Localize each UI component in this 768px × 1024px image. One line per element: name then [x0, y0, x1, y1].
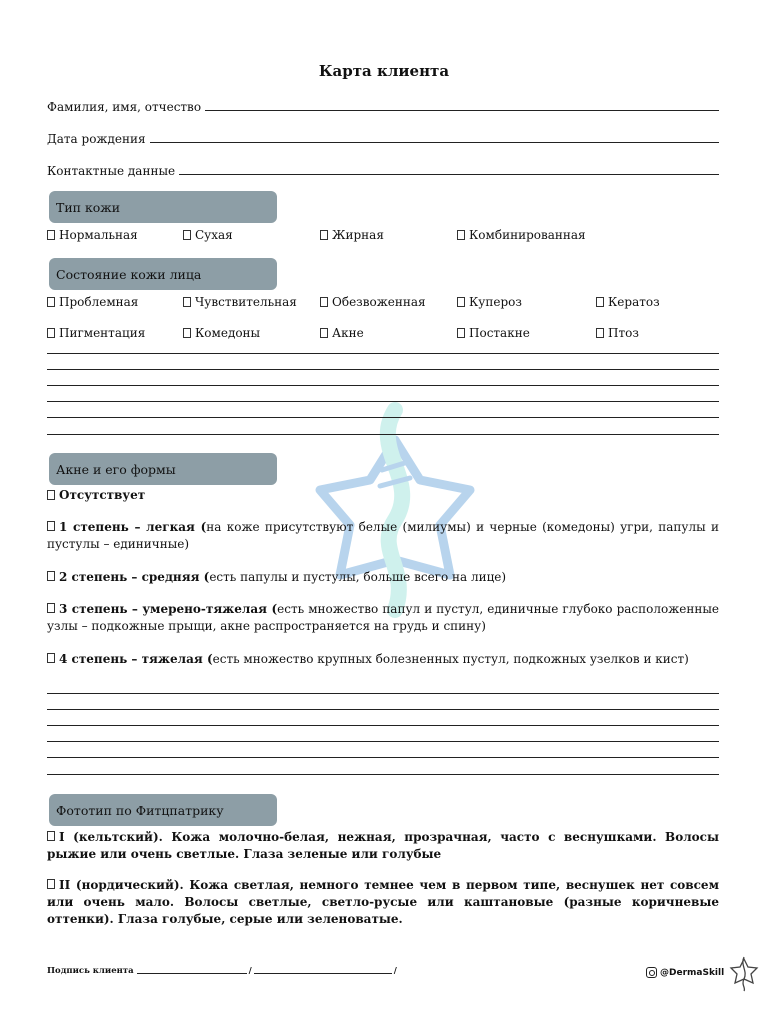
skin-type-heading: Тип кожи	[49, 191, 277, 223]
contacts-label: Контактные данные	[47, 164, 176, 178]
skin-type-option[interactable]: Жирная	[320, 228, 384, 242]
birth-date-label: Дата рождения	[47, 132, 146, 146]
skin-type-option[interactable]: Сухая	[183, 228, 233, 242]
checkbox[interactable]	[183, 297, 191, 307]
signature-name-line[interactable]	[254, 973, 392, 974]
checkbox[interactable]	[183, 328, 191, 338]
acne-degree-3[interactable]: 3 степень – умерено-тяжелая (есть множество папул и пустул, единичные глубоко расположенные узлы – подкожные прыщи, акне распространяется на грудь и спину)	[47, 602, 720, 633]
phototype-1[interactable]: I (кельтский). Кожа молочно-белая, нежная, прозрачная, часто с веснушками. Волосы рыжие или очень светлые. Глаза зеленые или голубые	[47, 830, 719, 861]
notes-line[interactable]	[47, 709, 719, 710]
checkbox[interactable]	[457, 230, 465, 240]
checkbox[interactable]	[47, 521, 55, 531]
checkbox[interactable]	[457, 297, 465, 307]
checkbox[interactable]	[47, 230, 55, 240]
checkbox[interactable]	[47, 879, 55, 889]
face-condition-option[interactable]: Кератоз	[596, 295, 660, 309]
checkbox[interactable]	[47, 831, 55, 841]
skin-type-option[interactable]: Нормальная	[47, 228, 138, 242]
contacts-line[interactable]	[179, 174, 719, 175]
notes-line[interactable]	[47, 385, 719, 386]
birth-date-line[interactable]	[150, 142, 719, 143]
checkbox[interactable]	[320, 297, 328, 307]
signature-separator: /	[393, 966, 397, 976]
acne-heading: Акне и его формы	[49, 453, 277, 485]
skin-type-option[interactable]: Комбинированная	[457, 228, 586, 242]
face-condition-option[interactable]: Комедоны	[183, 326, 260, 340]
checkbox[interactable]	[320, 230, 328, 240]
notes-line[interactable]	[47, 741, 719, 742]
notes-line[interactable]	[47, 369, 719, 370]
full-name-line[interactable]	[205, 110, 719, 111]
notes-line[interactable]	[47, 757, 719, 758]
face-condition-option[interactable]: Птоз	[596, 326, 639, 340]
checkbox[interactable]	[47, 653, 55, 663]
checkbox[interactable]	[47, 571, 55, 581]
checkbox[interactable]	[320, 328, 328, 338]
checkbox[interactable]	[47, 297, 55, 307]
acne-degree-2[interactable]: 2 степень – средняя (есть папулы и пустулы, больше всего на лице)	[47, 569, 719, 586]
checkbox[interactable]	[596, 328, 604, 338]
checkbox[interactable]	[47, 328, 55, 338]
face-condition-option[interactable]: Чувствительная	[183, 295, 297, 309]
face-condition-heading: Состояние кожи лица	[49, 258, 277, 290]
checkbox[interactable]	[47, 490, 55, 500]
checkbox[interactable]	[47, 603, 55, 613]
signature-line[interactable]	[137, 973, 247, 974]
checkbox[interactable]	[596, 297, 604, 307]
notes-line[interactable]	[47, 353, 719, 354]
notes-line[interactable]	[47, 774, 719, 775]
signature-separator: /	[248, 966, 252, 976]
checkbox[interactable]	[457, 328, 465, 338]
instagram-icon	[646, 967, 657, 978]
full-name-field[interactable]	[47, 94, 719, 114]
page-title: Карта клиента	[318, 62, 450, 80]
notes-line[interactable]	[47, 725, 719, 726]
notes-line[interactable]	[47, 417, 719, 418]
birth-date-field[interactable]	[47, 126, 719, 146]
checkbox[interactable]	[183, 230, 191, 240]
face-condition-option[interactable]: Проблемная	[47, 295, 138, 309]
face-condition-option[interactable]: Пигментация	[47, 326, 145, 340]
face-condition-option[interactable]: Купероз	[457, 295, 522, 309]
face-condition-option[interactable]: Обезвоженная	[320, 295, 426, 309]
notes-line[interactable]	[47, 693, 719, 694]
brand-handle	[646, 967, 724, 978]
acne-degree-1[interactable]: 1 степень – легкая (на коже присутствуют белые (милиумы) и черные (комедоны) угри, папулы и пустулы – единичные)	[47, 520, 719, 551]
face-condition-option[interactable]: Акне	[320, 326, 364, 340]
contacts-field[interactable]	[47, 158, 719, 178]
brand-logo-icon	[727, 955, 761, 993]
full-name-label: Фамилия, имя, отчество	[47, 100, 202, 114]
brand-name: @DermaSkill	[660, 967, 725, 978]
acne-absent-option[interactable]: Отсутствует	[47, 488, 145, 502]
signature-row	[47, 966, 397, 976]
acne-degree-4[interactable]: 4 степень – тяжелая (есть множество крупных болезненных пустул, подкожных узелков и кист)	[47, 651, 719, 668]
face-condition-option[interactable]: Постакне	[457, 326, 530, 340]
phototype-2[interactable]: II (нордический). Кожа светлая, немного темнее чем в первом типе, веснушек нет совсем или очень мало. Волосы светлые, светло-русые или каштановые (разные коричневые оттенки). Глаза голубые, серые или зеленоватые.	[47, 878, 719, 926]
phototype-heading: Фототип по Фитцпатрику	[49, 794, 277, 826]
notes-line[interactable]	[47, 401, 719, 402]
signature-label: Подпись клиента	[47, 966, 134, 976]
notes-line[interactable]	[47, 434, 719, 435]
